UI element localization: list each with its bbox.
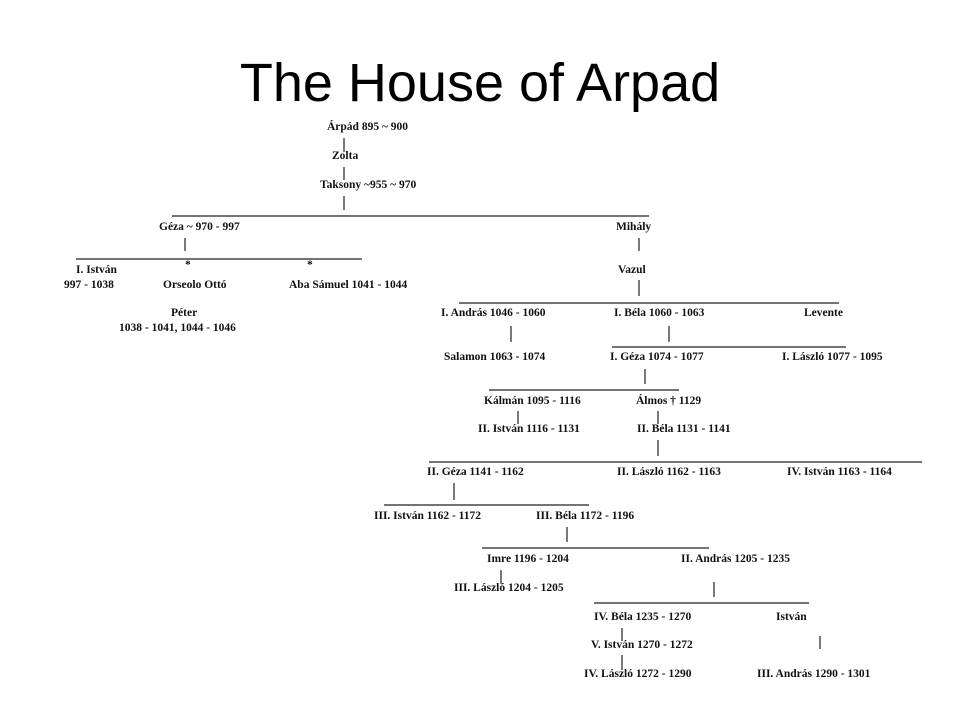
tree-node-geza2: II. Géza 1141 - 1162 [427, 466, 524, 478]
tree-node-istvan1: I. István [76, 264, 117, 276]
tree-labels [64, 119, 892, 680]
tree-node-istvan3: III. István 1162 - 1172 [374, 510, 482, 522]
tree-node-bela4: IV. Béla 1235 - 1270 [594, 611, 692, 623]
tree-node-arpad: Árpád 895 ~ 900 [327, 121, 409, 133]
tree-node-peter_years: 1038 - 1041, 1044 - 1046 [119, 322, 236, 334]
tree-node-istvan4: IV. István 1163 - 1164 [787, 466, 892, 478]
tree-node-imre: Imre 1196 - 1204 [487, 553, 569, 565]
family-tree-panel [24, 118, 929, 694]
tree-node-istvan2: II. István 1116 - 1131 [478, 423, 580, 435]
tree-node-salamon: Salamon 1063 - 1074 [444, 351, 546, 363]
tree-node-aba: Aba Sámuel 1041 - 1044 [289, 279, 408, 291]
tree-node-bela3: III. Béla 1172 - 1196 [536, 510, 635, 522]
tree-node-mihaly: Mihály [616, 221, 652, 233]
tree-node-levente: Levente [804, 307, 843, 319]
slide-title: The House of Arpad [239, 53, 721, 113]
tree-node-kalman: Kálmán 1095 - 1116 [484, 395, 581, 407]
tree-node-vazul: Vazul [618, 264, 646, 276]
tree-node-laszlo1: I. László 1077 - 1095 [782, 351, 883, 363]
tree-node-geza1: I. Géza 1074 - 1077 [610, 351, 704, 363]
tree-node-laszlo2: II. László 1162 - 1163 [617, 466, 721, 478]
tree-node-orseolo: Orseolo Ottó [163, 279, 227, 291]
tree-node-geza: Géza ~ 970 - 997 [159, 221, 240, 233]
tree-node-almos: Álmos † 1129 [636, 395, 702, 407]
family-tree-diagram [24, 118, 929, 694]
tree-node-laszlo4: IV. László 1272 - 1290 [584, 668, 692, 680]
tree-node-istvan5: V. István 1270 - 1272 [591, 639, 693, 651]
tree-node-andras2: II. András 1205 - 1235 [681, 553, 790, 565]
tree-node-star2: * [307, 259, 313, 271]
tree-node-zolta: Zolta [332, 150, 359, 162]
tree-node-andras3: III. András 1290 - 1301 [757, 668, 871, 680]
tree-node-istvan1_years: 997 - 1038 [64, 279, 114, 291]
tree-node-bela2: II. Béla 1131 - 1141 [637, 423, 731, 435]
tree-node-peter: Péter [171, 307, 198, 319]
tree-node-bela1: I. Béla 1060 - 1063 [614, 307, 705, 319]
tree-node-istvan_b: István [776, 611, 807, 623]
tree-node-laszlo3: III. László 1204 - 1205 [454, 582, 564, 594]
tree-node-andras1: I. András 1046 - 1060 [441, 307, 546, 319]
tree-node-taksony: Taksony ~955 ~ 970 [320, 179, 417, 191]
tree-node-star1: * [185, 259, 191, 271]
